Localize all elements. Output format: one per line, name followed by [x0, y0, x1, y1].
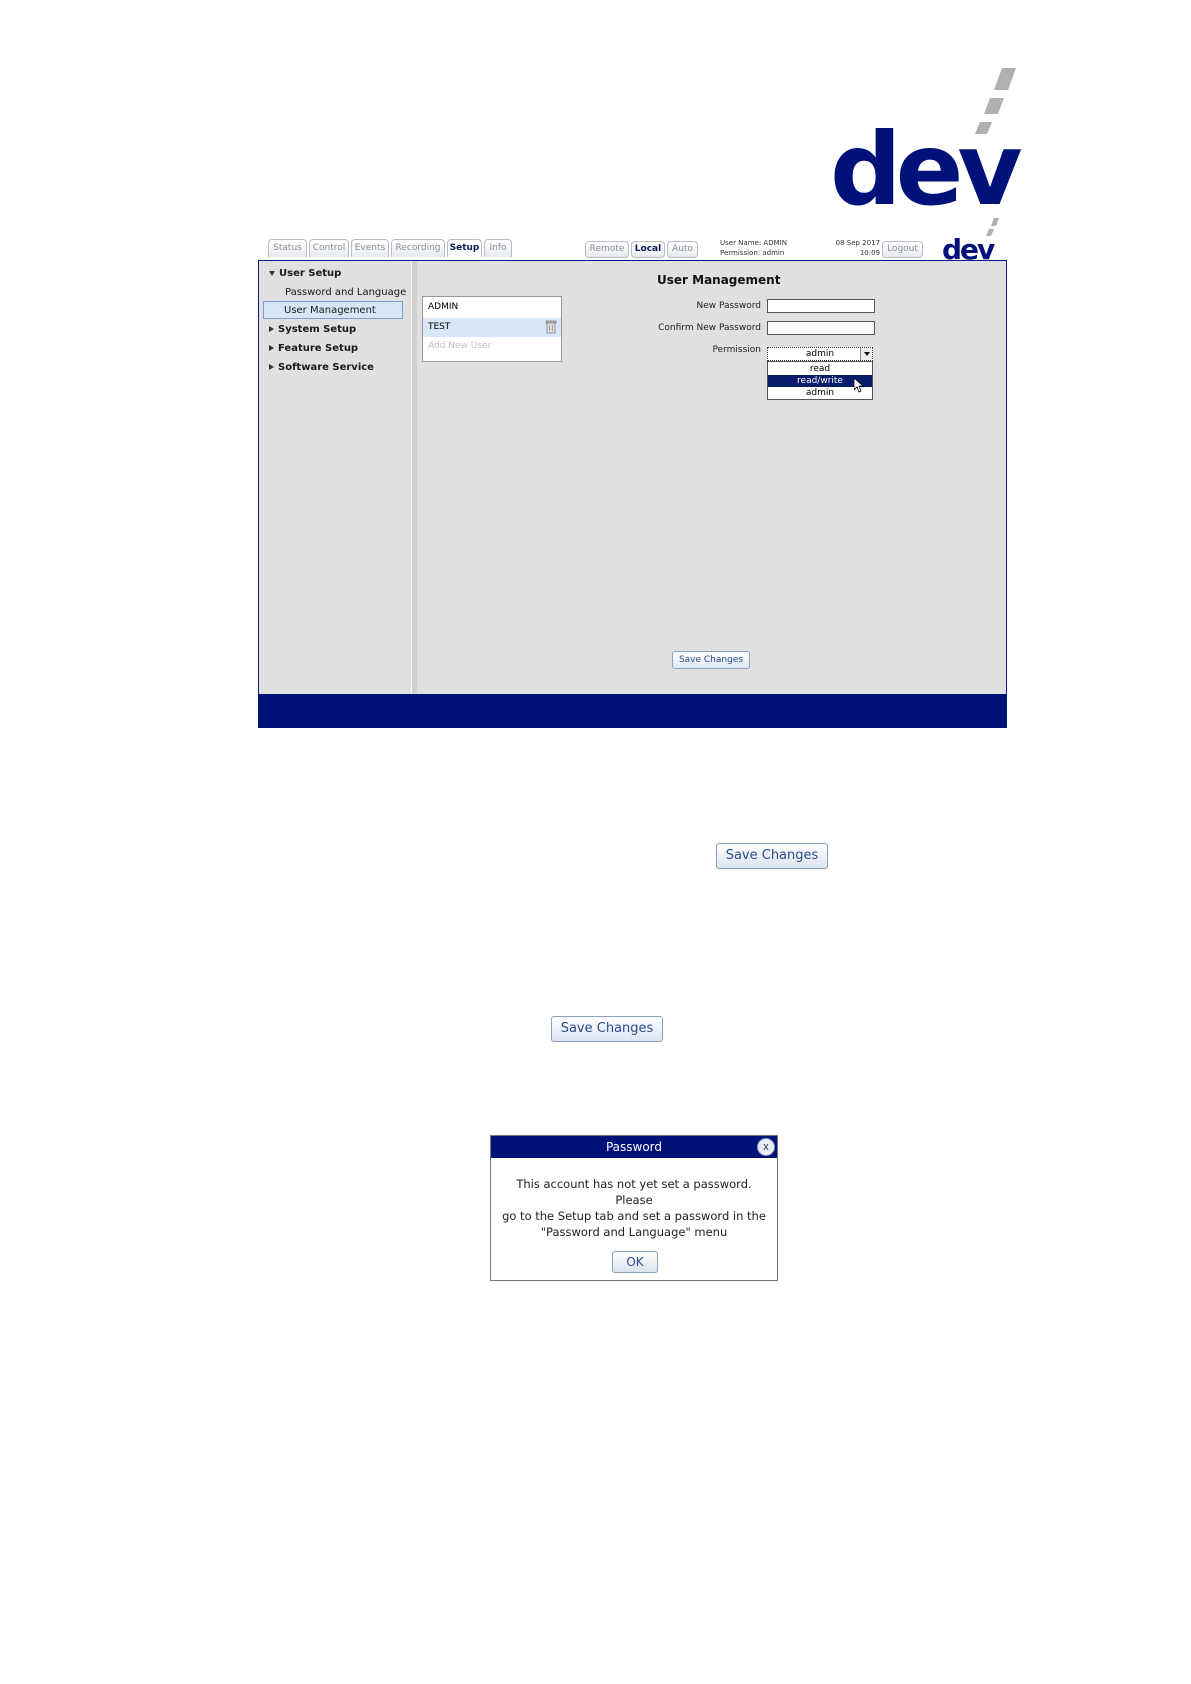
permission-option-admin[interactable]: admin: [805, 388, 835, 398]
sidebar-group-label: Feature Setup: [278, 343, 359, 354]
permission-option-read[interactable]: read: [809, 364, 831, 374]
logout-button[interactable]: Logout: [882, 241, 923, 258]
new-password-field[interactable]: [767, 299, 875, 313]
app-body: [258, 260, 1007, 695]
mode-remote-button[interactable]: Remote: [585, 241, 629, 258]
mode-local-button[interactable]: Local: [631, 241, 665, 258]
sidebar-group-label: Software Service: [278, 362, 374, 373]
tab-control[interactable]: Control: [309, 239, 349, 257]
caret-down-icon: [269, 271, 275, 276]
mode-auto-button[interactable]: Auto: [667, 241, 698, 258]
dialog-message-line: This account has not yet set a password. Please: [516, 1177, 752, 1207]
trash-icon[interactable]: [545, 320, 557, 334]
sidebar-group-software-service[interactable]: [269, 362, 374, 373]
mouse-cursor-icon: [854, 378, 864, 394]
tab-info[interactable]: Info: [484, 239, 512, 257]
caret-right-icon: [269, 345, 274, 351]
permission-selected-value: admin: [805, 349, 835, 359]
sidebar-splitter[interactable]: [411, 261, 417, 695]
time-display: 10:09: [859, 249, 880, 257]
sidebar-item-user-management[interactable]: User Management: [263, 301, 403, 319]
confirm-password-label: Confirm New Password: [658, 323, 761, 333]
tab-events[interactable]: Events: [351, 239, 389, 257]
tab-recording[interactable]: Recording: [391, 239, 445, 257]
caret-right-icon: [269, 364, 274, 370]
user-list: [422, 296, 562, 362]
footer-bar: [258, 694, 1007, 728]
logo-text: dev: [830, 111, 1017, 208]
dialog-title: Password: [491, 1136, 777, 1158]
save-changes-button-large-2[interactable]: Save Changes: [551, 1016, 663, 1042]
sidebar-group-label: User Setup: [279, 268, 342, 279]
username-info: User Name: ADMIN: [720, 239, 787, 247]
permission-info: Permission: admin: [720, 249, 785, 257]
dialog-message-line: "Password and Language" menu: [540, 1225, 728, 1239]
page-title: User Management: [657, 273, 781, 287]
save-changes-button[interactable]: Save Changes: [672, 651, 750, 669]
caret-right-icon: [269, 326, 274, 332]
password-dialog: [490, 1135, 778, 1281]
confirm-password-field[interactable]: [767, 321, 875, 335]
dev-logo-small: [942, 216, 1004, 260]
top-tab-bar: [258, 233, 1007, 260]
dialog-message: [499, 1176, 769, 1240]
chevron-down-icon[interactable]: [860, 348, 872, 360]
tab-status[interactable]: Status: [268, 239, 307, 257]
sidebar-group-user-setup[interactable]: [269, 268, 341, 279]
list-item[interactable]: ADMIN: [428, 302, 459, 312]
tab-setup[interactable]: Setup: [447, 239, 482, 257]
list-item-selected[interactable]: [423, 318, 561, 337]
save-changes-button-large[interactable]: Save Changes: [716, 843, 828, 869]
sidebar: [259, 261, 411, 695]
sidebar-group-feature-setup[interactable]: [269, 343, 358, 354]
dev-logo-large: [830, 68, 1040, 208]
ok-button[interactable]: OK: [612, 1251, 658, 1273]
permission-select[interactable]: [767, 347, 873, 361]
permission-label: Permission: [712, 345, 761, 355]
sidebar-group-label: System Setup: [278, 324, 357, 335]
add-new-user-input[interactable]: Add New User: [428, 341, 492, 351]
permission-option-read-write[interactable]: read/write: [768, 375, 872, 387]
list-item-label: TEST: [428, 322, 451, 332]
sidebar-group-system-setup[interactable]: [269, 324, 356, 335]
small-logo-text: dev: [942, 233, 994, 260]
app-screenshot: [258, 233, 1007, 728]
sidebar-item-password-language[interactable]: Password and Language: [285, 287, 407, 298]
dialog-message-line: go to the Setup tab and set a password in the: [502, 1209, 766, 1223]
date-display: 08 Sep 2017: [835, 239, 880, 247]
close-icon[interactable]: x: [757, 1138, 775, 1156]
new-password-label: New Password: [696, 301, 761, 311]
